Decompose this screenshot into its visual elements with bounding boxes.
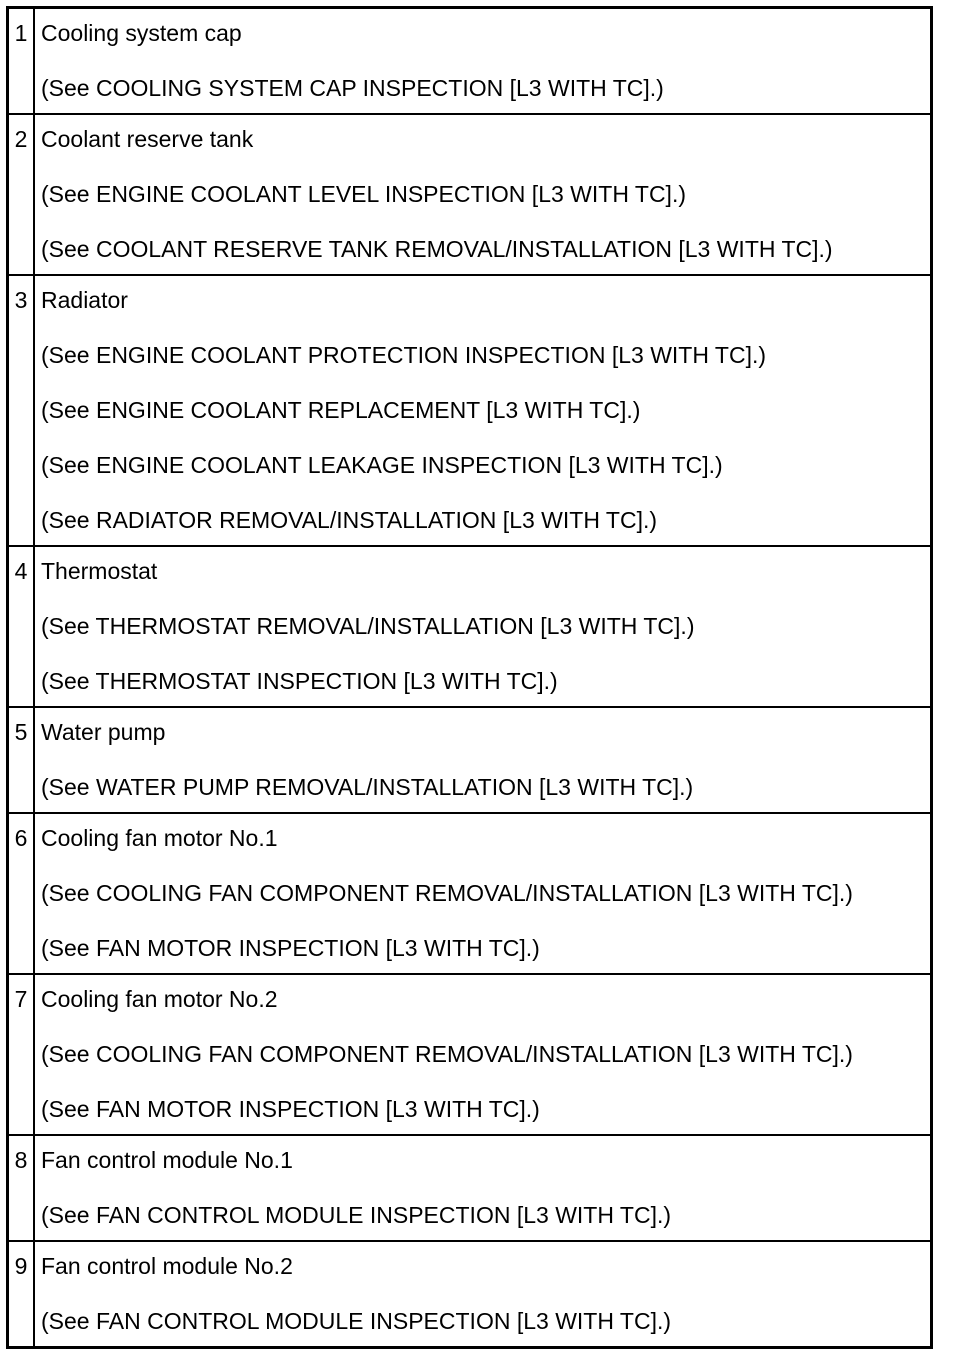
item-content: [34, 974, 932, 1135]
component-name: Water pump: [41, 719, 166, 745]
table-row: [8, 114, 932, 275]
reference-link[interactable]: (See ENGINE COOLANT REPLACEMENT [L3 WITH TC].): [41, 397, 641, 423]
component-name: Thermostat: [41, 558, 158, 584]
table-row: [8, 813, 932, 974]
component-reference-table: [6, 6, 933, 1349]
reference-link[interactable]: (See ENGINE COOLANT LEAKAGE INSPECTION [L3 WITH TC].): [41, 452, 723, 478]
reference-link[interactable]: (See COOLING FAN COMPONENT REMOVAL/INSTALLATION [L3 WITH TC].): [41, 1041, 853, 1067]
item-content: [34, 8, 932, 115]
item-number: 9: [8, 1241, 35, 1348]
reference-link[interactable]: (See RADIATOR REMOVAL/INSTALLATION [L3 WITH TC].): [41, 507, 658, 533]
component-name: Cooling system cap: [41, 20, 242, 46]
reference-link[interactable]: (See FAN CONTROL MODULE INSPECTION [L3 WITH TC].): [41, 1308, 672, 1334]
component-name: Coolant reserve tank: [41, 126, 254, 152]
item-number: 5: [8, 707, 35, 813]
reference-link[interactable]: (See FAN MOTOR INSPECTION [L3 WITH TC].): [41, 1096, 540, 1122]
reference-link[interactable]: (See THERMOSTAT REMOVAL/INSTALLATION [L3 WITH TC].): [41, 613, 695, 639]
table-row: [8, 707, 932, 813]
reference-link[interactable]: (See ENGINE COOLANT PROTECTION INSPECTION [L3 WITH TC].): [41, 342, 767, 368]
item-content: [34, 1135, 932, 1241]
reference-link[interactable]: (See COOLING SYSTEM CAP INSPECTION [L3 WITH TC].): [41, 75, 664, 101]
reference-link[interactable]: (See WATER PUMP REMOVAL/INSTALLATION [L3 WITH TC].): [41, 774, 694, 800]
component-name: Radiator: [41, 287, 128, 313]
table-row: [8, 546, 932, 707]
item-content: [34, 707, 932, 813]
item-content: [34, 1241, 932, 1348]
item-content: [34, 114, 932, 275]
table-row: [8, 974, 932, 1135]
table-body: [8, 8, 932, 1348]
item-number: 7: [8, 974, 35, 1135]
item-number: 6: [8, 813, 35, 974]
table-row: [8, 1135, 932, 1241]
item-content: [34, 546, 932, 707]
reference-link[interactable]: (See ENGINE COOLANT LEVEL INSPECTION [L3 WITH TC].): [41, 181, 686, 207]
reference-link[interactable]: (See THERMOSTAT INSPECTION [L3 WITH TC].): [41, 668, 558, 694]
table-row: [8, 1241, 932, 1348]
item-number: 4: [8, 546, 35, 707]
reference-link[interactable]: (See COOLING FAN COMPONENT REMOVAL/INSTALLATION [L3 WITH TC].): [41, 880, 853, 906]
reference-link[interactable]: (See COOLANT RESERVE TANK REMOVAL/INSTALLATION [L3 WITH TC].): [41, 236, 833, 262]
component-name: Fan control module No.1: [41, 1147, 293, 1173]
table-row: [8, 275, 932, 546]
item-number: 1: [8, 8, 35, 115]
item-content: [34, 275, 932, 546]
reference-link[interactable]: (See FAN MOTOR INSPECTION [L3 WITH TC].): [41, 935, 540, 961]
item-number: 3: [8, 275, 35, 546]
item-content: [34, 813, 932, 974]
component-name: Fan control module No.2: [41, 1253, 293, 1279]
component-name: Cooling fan motor No.1: [41, 825, 278, 851]
item-number: 2: [8, 114, 35, 275]
reference-link[interactable]: (See FAN CONTROL MODULE INSPECTION [L3 WITH TC].): [41, 1202, 672, 1228]
table-row: [8, 8, 932, 115]
component-name: Cooling fan motor No.2: [41, 986, 278, 1012]
item-number: 8: [8, 1135, 35, 1241]
